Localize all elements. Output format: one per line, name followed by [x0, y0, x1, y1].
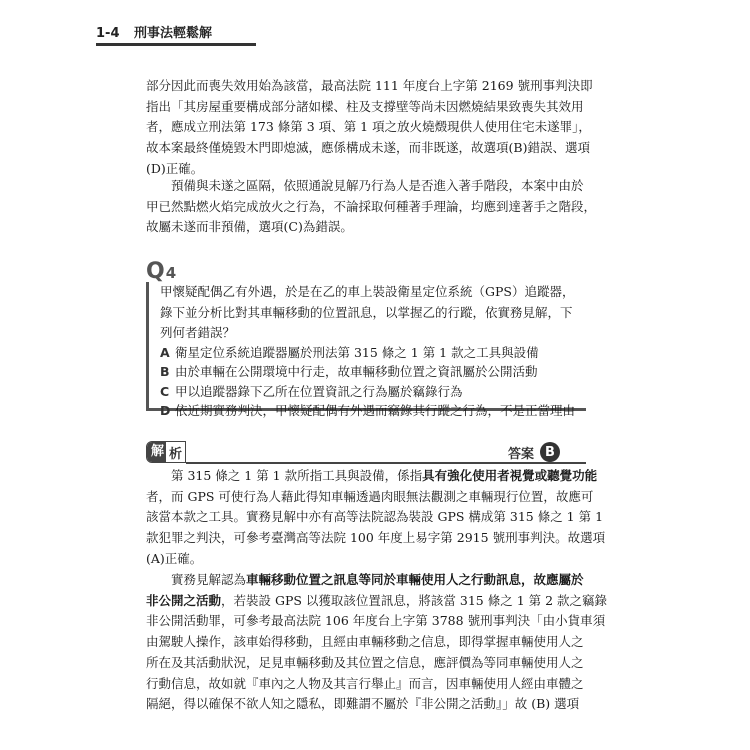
- question-letter: Q: [146, 259, 165, 284]
- emphasis-text: 車輛移動位置之訊息等同於車輛使用人之行動訊息，故應屬於: [246, 572, 584, 587]
- stem-line: 錄下並分析比對其車輛移動的位置訊息，以掌握乙的行蹤，依實務見解，下: [160, 304, 573, 320]
- text-line: 者，而 GPS 可使行為人藉此得知車輛透過肉眼無法觀測之車輛現行位置，故應可: [146, 488, 594, 504]
- text-line: [146, 591, 608, 612]
- text-line: 者，應成立刑法第 173 條第 3 項、第 1 項之放火燒燬現供人使用住宅未遂罪」，: [146, 119, 591, 135]
- book-title: 刑事法輕鬆解: [134, 26, 213, 41]
- analysis-badge-char-1: 解: [147, 442, 166, 462]
- chapter-number: 1-4: [96, 26, 120, 41]
- answer-label: 答案: [508, 446, 535, 462]
- stem-line: 甲懷疑配偶乙有外遇，於是在乙的車上裝設衛星定位系統（GPS）追蹤器，: [160, 284, 575, 299]
- intro-paragraph-2: [146, 176, 597, 238]
- header-rule: [96, 43, 256, 46]
- header-text: [96, 22, 212, 41]
- text-line: 故本案最終僅燒毀木門即熄滅，應係構成未遂，而非既遂，故選項(B)錯誤、選項: [146, 140, 590, 156]
- question-stem: [160, 282, 580, 344]
- text-line: (D)正確。: [146, 160, 204, 176]
- option-d: [160, 401, 580, 420]
- text-run: 第 315 條之 1 第 1 款所指工具與設備，係指: [171, 468, 423, 483]
- text-line: 所在及其活動狀況，足見車輛移動及其位置之信息，應評價為等同車輛使用人之: [146, 654, 584, 670]
- analysis-rule: [186, 462, 586, 464]
- text-line: (A)正確。: [146, 550, 203, 566]
- text-line: 款犯罪之判決，可參考臺灣高等法院 100 年度上易字第 2915 號刑事判決。故選項: [146, 530, 606, 546]
- emphasis-text: 具有強化使用者視覺或聽覺功能: [422, 468, 598, 483]
- option-key: C: [160, 383, 170, 399]
- option-key: D: [160, 402, 171, 418]
- text-line: 甲已然點燃火焰完成放火之行為，不論採取何種著手理論，均應到達著手之階段，: [146, 198, 597, 214]
- text-line: 故屬未遂而非預備，選項(C)為錯誤。: [146, 219, 353, 235]
- text-line: [146, 570, 586, 591]
- option-text: 衛星定位系統追蹤器屬於刑法第 315 條之 1 第 1 款之工具與設備: [175, 345, 539, 360]
- option-text: 由於車輛在公開環境中行走，故車輛移動位置之資訊屬於公開活動: [175, 364, 538, 380]
- running-header: [96, 22, 256, 46]
- stem-line: 列何者錯誤？: [160, 325, 236, 340]
- option-b: [160, 362, 580, 381]
- option-text: 甲以追蹤器錄下乙所在位置資訊之行為屬於竊錄行為: [175, 383, 463, 399]
- analysis-paragraph-1: [146, 466, 606, 570]
- option-text: 依近期實務判決，甲懷疑配偶有外遇而竊錄其行蹤之行為，不是正當理由: [175, 402, 576, 418]
- text-line: 隔絕，得以確保不欲人知之隱私，即難謂不屬於『非公開之活動』」故 (B) 選項: [146, 696, 580, 712]
- answer-options: [160, 343, 580, 420]
- text-run: 實務見解認為: [171, 572, 247, 587]
- emphasis-text: 非公開之活動: [146, 592, 222, 608]
- text-line: 該當本款之工具。實務見解中亦有高等法院認為裝設 GPS 構成第 315 條之 1 第 1: [146, 509, 604, 525]
- text-line: 預備與未遂之區隔，依照通說見解乃行為人是否進入著手階段，本案中由於: [171, 178, 584, 193]
- text-line: 行動信息，故如就『車內之人物及其言行舉止』而言，因車輛使用人經由車體之: [146, 675, 584, 691]
- text-line: 非公開活動罪，可參考最高法院 106 年度台上字第 3788 號刑事判決「由小貨車須: [146, 613, 606, 629]
- answer-indicator: [508, 442, 560, 462]
- option-a: [160, 343, 580, 362]
- option-key: B: [160, 364, 170, 380]
- question-label: [146, 259, 176, 284]
- answer-value: B: [540, 442, 560, 462]
- text-line: [146, 466, 598, 487]
- analysis-badge-char-2: 析: [169, 446, 183, 462]
- analysis-badge: [146, 441, 186, 463]
- analysis-paragraph-2: [146, 570, 608, 715]
- option-c: [160, 382, 580, 401]
- option-key: A: [160, 345, 170, 360]
- text-line: 指出「其房屋重要構成部分諸如樑、柱及支撐壁等尚未因燃燒結果致喪失其效用: [146, 98, 584, 114]
- text-run: ，若裝設 GPS 以獲取該位置訊息，將該當 315 條之 1 第 2 款之竊錄: [221, 592, 608, 608]
- text-line: 由駕駛人操作，該車始得移動，且經由車輛移動之信息，即得掌握車輛使用人之: [146, 634, 584, 650]
- question-number: 4: [165, 264, 177, 282]
- intro-paragraph-1: [146, 76, 593, 180]
- text-line: 部分因此而喪失效用始為該當，最高法院 111 年度台上字第 2169 號刑事判決即: [146, 78, 593, 93]
